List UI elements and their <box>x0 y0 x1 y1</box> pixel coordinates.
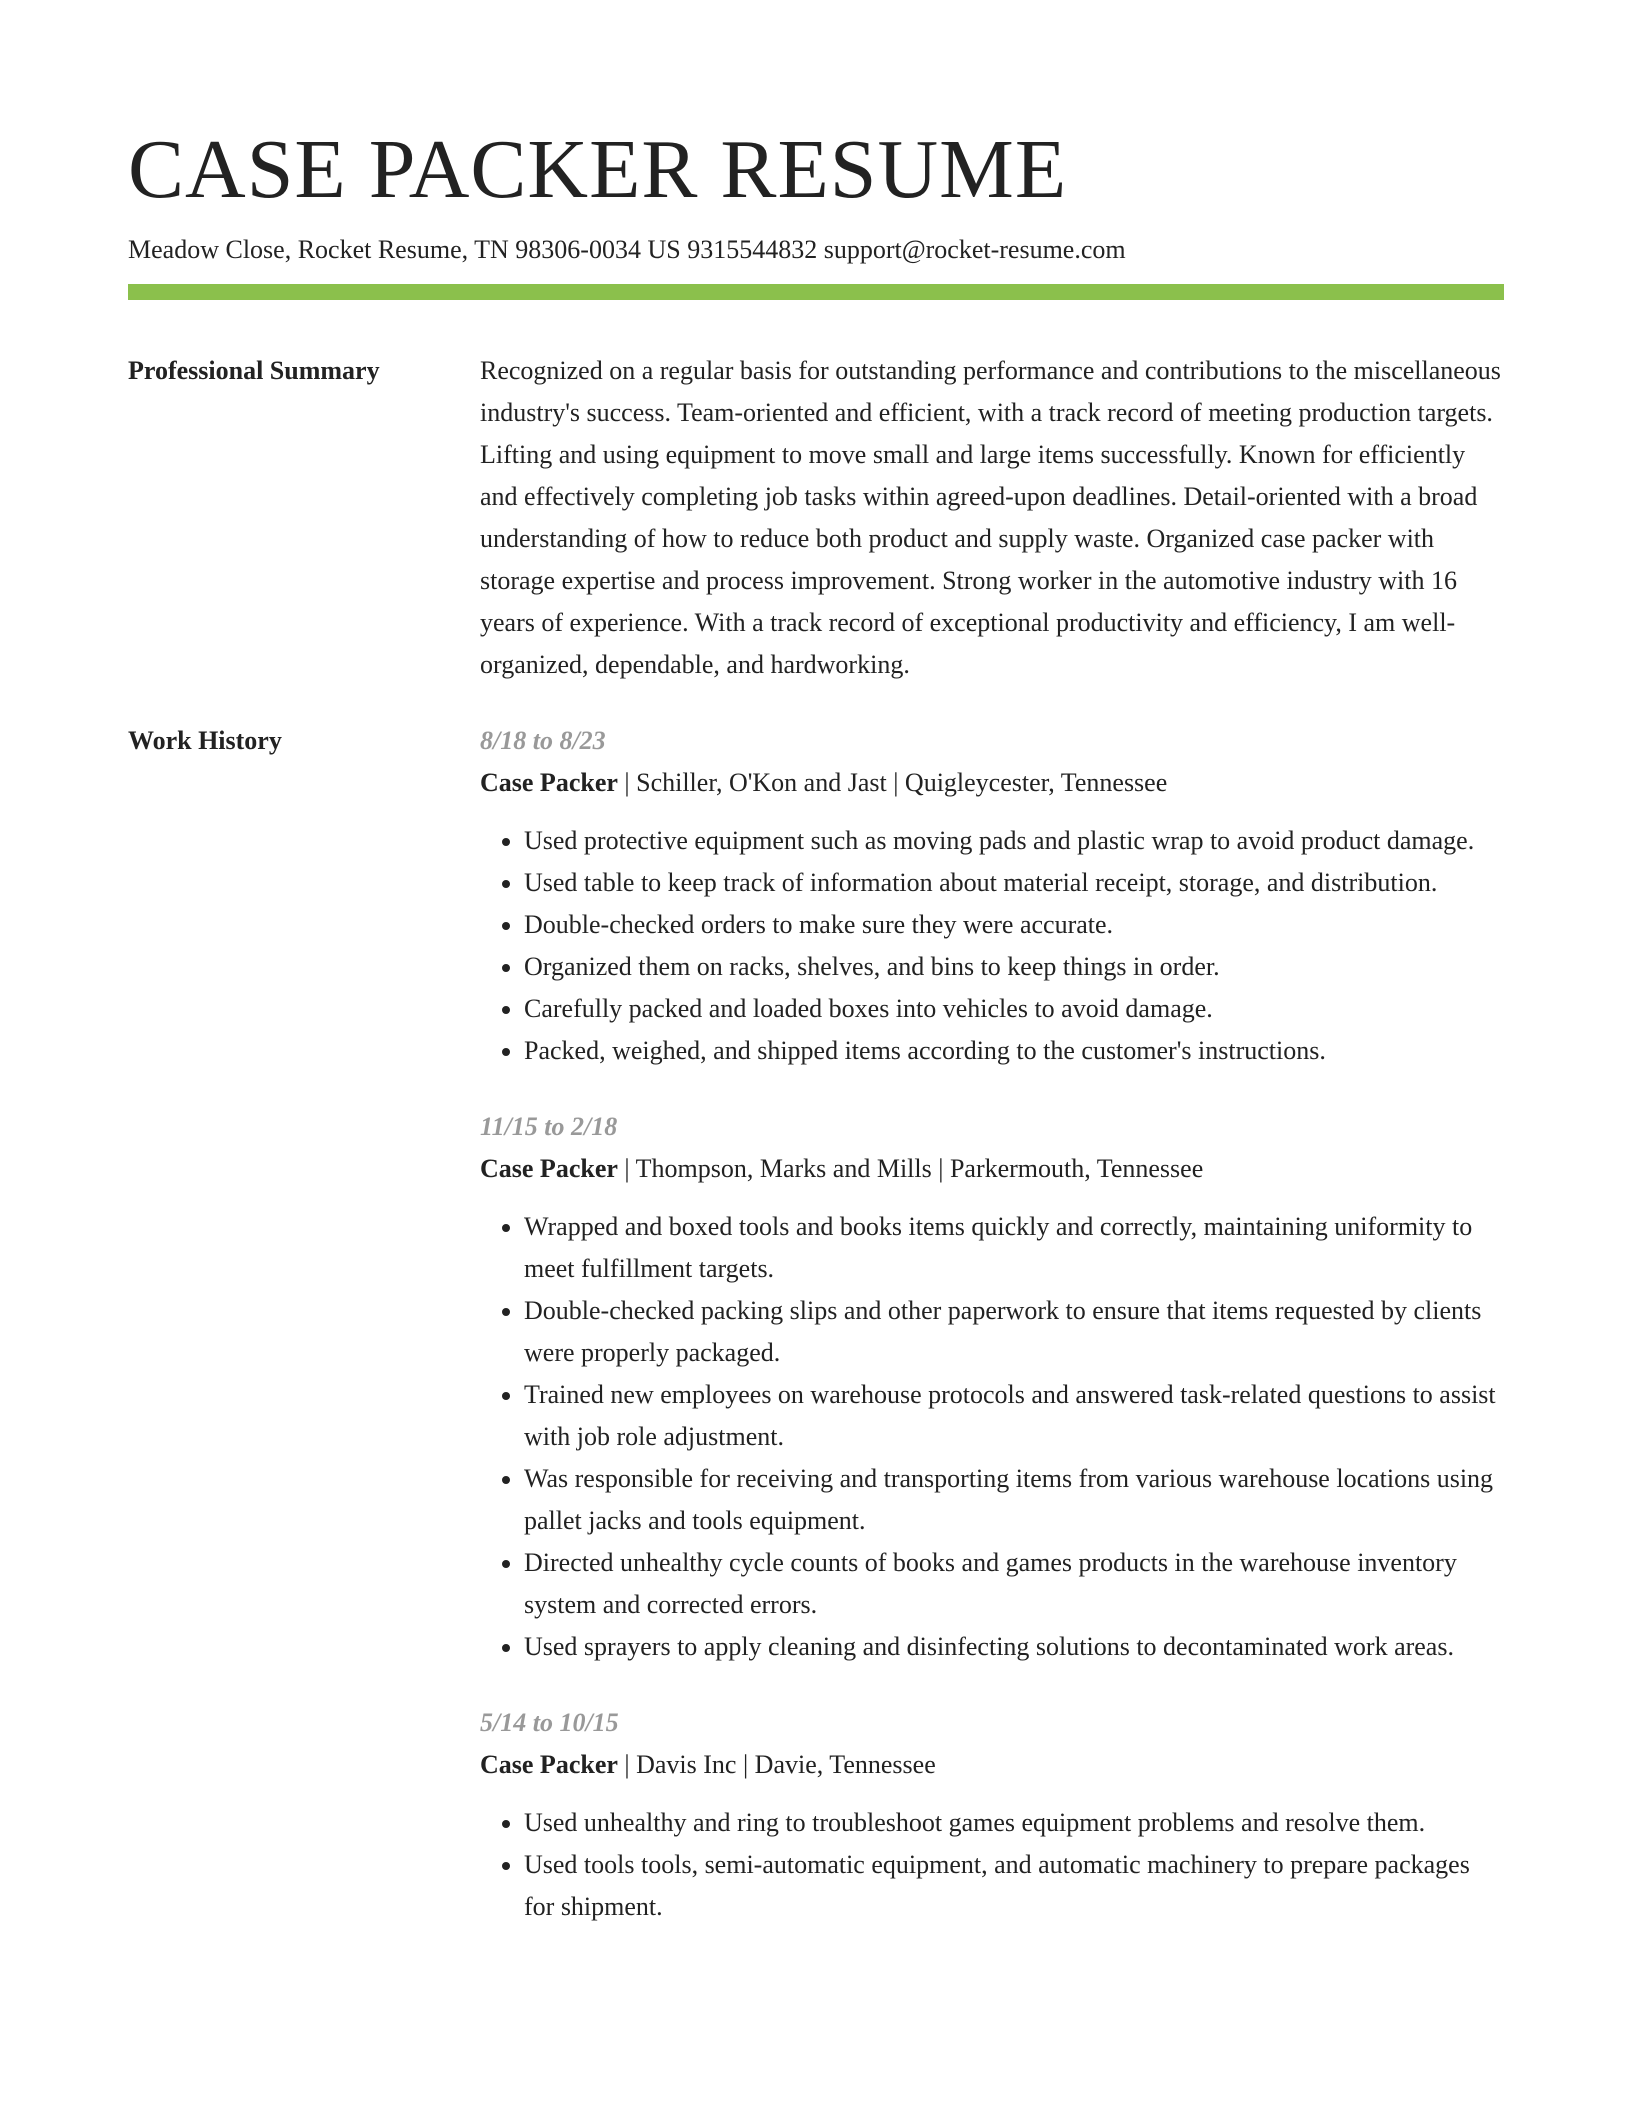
duty-item: • Used unhealthy and ring to troubleshoot games equipment problems and resolve them. <box>524 1802 1504 1844</box>
header-divider <box>128 284 1504 300</box>
duty-item: • Packed, weighed, and shipped items according to the customer's instructions. <box>524 1030 1504 1072</box>
job-title: Case Packer <box>480 1154 618 1183</box>
duty-item: • Directed unhealthy cycle counts of books and games products in the warehouse inventory system and corrected errors. <box>524 1542 1504 1626</box>
summary-text: Recognized on a regular basis for outstanding performance and contributions to the miscellaneous industry's success. Team-oriented and efficient, with a track record of meeting production targets. Lifting and using equipment to move small and large items successfully. Known for efficiently and effectively completing job tasks within agreed-upon deadlines. Detail-oriented with a broad understanding of how to reduce both product and supply waste. Organized case packer with storage expertise and process improvement. Strong worker in the automotive industry with 16 years of experience. With a track record of exceptional productivity and efficiency, I am well-organized, dependable, and hardworking. <box>480 356 1501 679</box>
duty-item: • Trained new employees on warehouse protocols and answered task-related questions to assist with job role adjustment. <box>524 1374 1504 1458</box>
job-details: | Schiller, O'Kon and Jast | Quigleycester, Tennessee <box>617 768 1168 797</box>
job-dates: 5/14 to 10/15 <box>480 1708 619 1737</box>
job-dates: 8/18 to 8/23 <box>480 726 606 755</box>
work-history-section <box>128 720 1504 1928</box>
resume-page <box>128 120 1504 1928</box>
duties-list <box>480 1206 1504 1668</box>
contact-address: Meadow Close, Rocket Resume, TN 98306-0034 US <box>128 235 681 264</box>
summary-section <box>128 350 1504 686</box>
work-history-heading: Work History <box>128 726 282 755</box>
summary-body <box>480 350 1504 686</box>
contact-line <box>128 232 1504 268</box>
job-dates: 11/15 to 2/18 <box>480 1112 618 1141</box>
job-title: Case Packer <box>480 768 618 797</box>
job-details: | Thompson, Marks and Mills | Parkermouth, Tennessee <box>617 1154 1204 1183</box>
duties-list <box>480 1802 1504 1928</box>
contact-email: support@rocket-resume.com <box>823 235 1126 264</box>
job-title: Case Packer <box>480 1750 618 1779</box>
duty-item: • Double-checked orders to make sure they were accurate. <box>524 904 1504 946</box>
duty-item: • Was responsible for receiving and transporting items from various warehouse locations using pallet jacks and tools equipment. <box>524 1458 1504 1542</box>
job-entry <box>480 720 1504 1072</box>
duty-item: • Wrapped and boxed tools and books items quickly and correctly, maintaining uniformity to meet fulfillment targets. <box>524 1206 1504 1290</box>
job-heading <box>480 1148 1504 1190</box>
job-heading <box>480 1744 1504 1786</box>
summary-heading: Professional Summary <box>128 356 380 385</box>
contact-phone: 9315544832 <box>687 235 818 264</box>
job-entry <box>480 1702 1504 1928</box>
duty-item: • Used tools tools, semi-automatic equipment, and automatic machinery to prepare packages for shipment. <box>524 1844 1504 1928</box>
duty-item: • Used protective equipment such as moving pads and plastic wrap to avoid product damage. <box>524 820 1504 862</box>
duty-item: • Used sprayers to apply cleaning and disinfecting solutions to decontaminated work areas. <box>524 1626 1504 1668</box>
duty-item: • Carefully packed and loaded boxes into vehicles to avoid damage. <box>524 988 1504 1030</box>
job-entry <box>480 1106 1504 1668</box>
job-details: | Davis Inc | Davie, Tennessee <box>617 1750 936 1779</box>
duty-item: • Double-checked packing slips and other paperwork to ensure that items requested by clients were properly packaged. <box>524 1290 1504 1374</box>
duties-list <box>480 820 1504 1072</box>
duty-item: • Used table to keep track of information about material receipt, storage, and distribution. <box>524 862 1504 904</box>
work-history-body <box>480 720 1504 1928</box>
resume-title: CASE PACKER RESUME <box>128 123 1068 216</box>
duty-item: • Organized them on racks, shelves, and bins to keep things in order. <box>524 946 1504 988</box>
job-heading <box>480 762 1504 804</box>
